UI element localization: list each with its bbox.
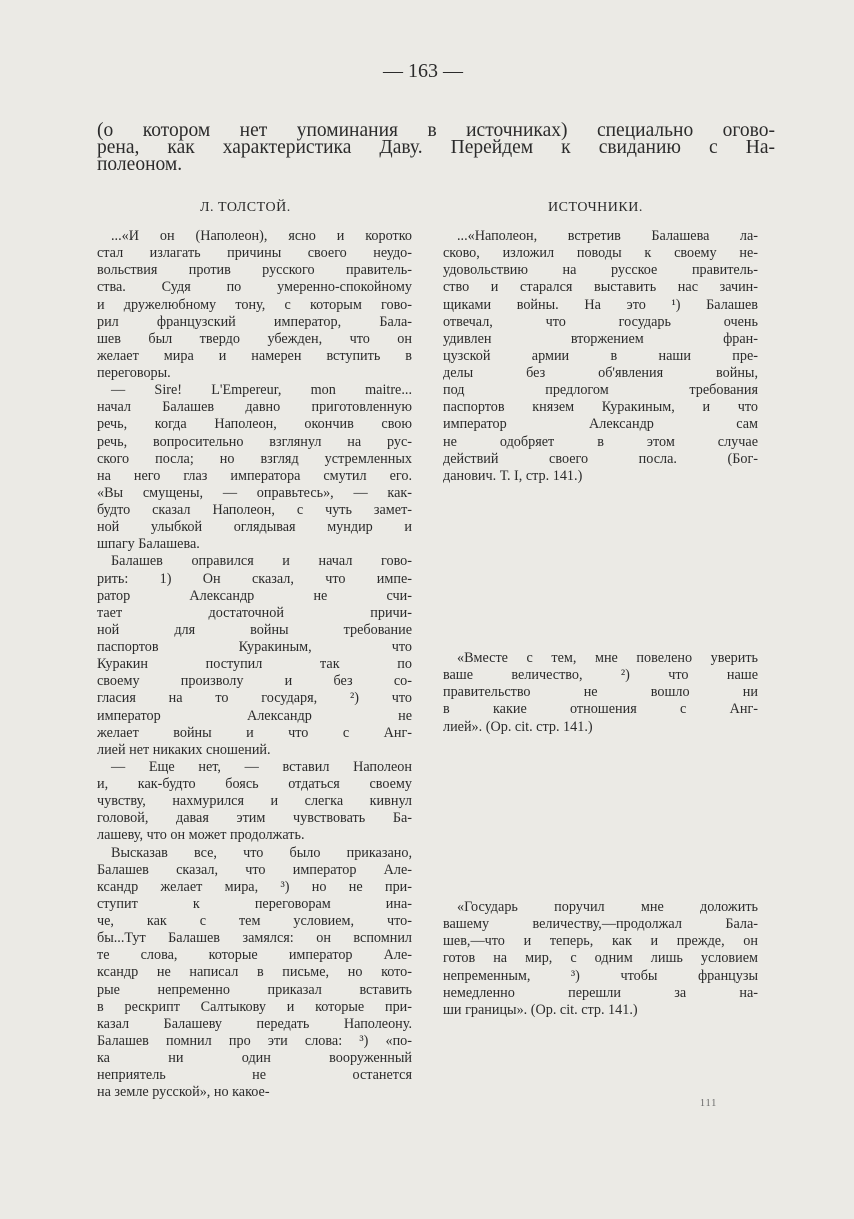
text-line: ...«Наполеон, встретив Балашева ла-	[457, 228, 758, 244]
text-line: тает достаточной причи-	[97, 604, 412, 621]
text-line: речь, вопросительно взглянул на рус-	[97, 433, 412, 450]
text-line: на него глаз императора смутил его.	[97, 467, 412, 484]
text-line: стал излагать причины своего неудо-	[97, 245, 412, 262]
text-line: ка ни один вооруженный	[97, 1050, 412, 1066]
text-line: вольствия против русского правитель-	[97, 262, 412, 279]
text-line: на земле русской», но какое-	[97, 1084, 270, 1101]
text-line: переговоры.	[97, 365, 171, 381]
text-line: речь, когда Наполеон, окончив свою	[97, 416, 412, 433]
text-line: в какие отношения с Анг-	[443, 701, 758, 718]
text-line: лашеву, что он может продолжать.	[97, 827, 305, 844]
text-line: и дружелюбному тону, с которым гово-	[97, 296, 412, 313]
text-line: щиками войны. На это ¹) Балашев	[443, 296, 758, 313]
text-line: император Александр сам	[443, 416, 758, 433]
text-line: удивлен вторжением фран-	[443, 330, 758, 347]
text-line: будто сказал Наполеон, с чуть замет-	[97, 502, 412, 518]
source-block-op-cit-2	[443, 899, 758, 1019]
text-line: ваше величество, ²) что наше	[443, 667, 758, 684]
text-line: ступит к переговорам ина-	[97, 895, 412, 912]
tolstoy-paragraph	[97, 228, 412, 382]
page-marks: 111	[700, 1098, 718, 1109]
text-line: ной для войны требование	[97, 621, 412, 638]
text-line: казал Балашеву передать Наполеону.	[97, 1015, 412, 1032]
text-line: паспортов князем Куракиным, и что	[443, 399, 758, 416]
text-line: ратор Александр не счи-	[97, 587, 412, 604]
text-line: паспортов Куракиным, что	[97, 639, 412, 655]
text-line: бы...Тут Балашев замялся: он вспомнил	[97, 930, 412, 947]
text-line: готов на мир, с одним лишь условием	[443, 950, 758, 967]
tolstoy-column	[97, 228, 412, 1101]
text-line: немедленно перешли за на-	[443, 984, 758, 1001]
text-line: рена, как характеристика Даву. Перейдем к свиданию с На-	[97, 137, 775, 159]
text-line: (о котором нет упоминания в источниках) специально огово-	[97, 120, 775, 141]
text-line: ского посла; но взгляд устремленных	[97, 450, 412, 467]
text-line: «Вместе с тем, мне повелено уверить	[457, 650, 758, 666]
text-line: ксандр не написал в письме, но кото-	[97, 964, 412, 981]
tolstoy-paragraph	[97, 382, 412, 553]
text-line: «Государь поручил мне доложить	[457, 899, 758, 915]
text-line: полеоном.	[97, 154, 183, 176]
text-line: не одобряет в этом случае	[443, 433, 758, 450]
page-number: — 163 —	[383, 60, 463, 82]
text-line: удовольствию на русское правитель-	[443, 262, 758, 279]
text-line: рил французский император, Бала-	[97, 313, 412, 330]
text-line: в рескрипт Салтыкову и которые при-	[97, 998, 412, 1015]
text-line: делы без об'явления войны,	[443, 365, 758, 381]
text-line: шпагу Балашева.	[97, 536, 200, 553]
text-line: головой, давая этим чувствовать Ба-	[97, 810, 412, 827]
text-line: сково, изложил поводы к своему не-	[443, 245, 758, 262]
text-line: че, как с тем условием, что-	[97, 913, 412, 929]
text-line: своему произволу и без со-	[97, 673, 412, 690]
text-line: рить: 1) Он сказал, что импе-	[97, 570, 412, 587]
text-line: ной улыбкой оглядывая мундир и	[97, 519, 412, 536]
left-column-heading: Л. ТОЛСТОЙ.	[200, 200, 291, 215]
text-line: — Sire! L'Empereur, mon maitre...	[111, 382, 412, 399]
tolstoy-paragraph	[97, 553, 412, 759]
intro-paragraph	[97, 118, 775, 176]
text-line: правительство не вошло ни	[443, 684, 758, 701]
text-line: ...«И он (Наполеон), ясно и коротко	[111, 228, 412, 244]
text-line: непременным, ³) чтобы французы	[443, 967, 758, 984]
text-line: лией». (Op. cit. стр. 141.)	[443, 718, 593, 735]
text-line: неприятель не останется	[97, 1067, 412, 1084]
text-line: отвечал, что государь очень	[443, 313, 758, 330]
source-block-op-cit-1	[443, 650, 758, 736]
text-line: шев был твердо убежден, что он	[97, 330, 412, 347]
text-line: под предлогом требования	[443, 382, 758, 399]
text-line: чувству, нахмурился и слегка кивнул	[97, 793, 412, 810]
text-line: — Еще нет, — вставил Наполеон	[111, 758, 412, 775]
text-line: шев,—что и теперь, как и прежде, он	[443, 933, 758, 950]
text-line: Балашев сказал, что император Але-	[97, 861, 412, 878]
text-line: Балашев оправился и начал гово-	[111, 553, 412, 570]
text-line: цузской армии в наши пре-	[443, 347, 758, 364]
right-column-heading: ИСТОЧНИКИ.	[548, 200, 643, 215]
text-line: лией нет никаких сношений.	[97, 741, 271, 758]
text-line: Высказав все, что было приказано,	[111, 844, 412, 861]
text-line: и, как-будто боясь отдаться своему	[97, 776, 412, 792]
text-line: ство и старался выставить нас зачин-	[443, 279, 758, 296]
text-line: Куракин поступил так по	[97, 656, 412, 673]
text-line: желает мира и намерен вступить в	[97, 347, 412, 364]
text-line: гласия на то государя, ²) что	[97, 690, 412, 707]
text-line: император Александр не	[97, 707, 412, 724]
text-line: данович. Т. I, стр. 141.)	[443, 467, 583, 484]
source-block-bogdanovich	[443, 228, 758, 485]
text-line: «Вы смущены, — оправьтесь», — как-	[97, 484, 412, 501]
text-line: желает войны и что с Анг-	[97, 724, 412, 741]
text-line: начал Балашев давно приготовленную	[97, 399, 412, 416]
text-line: действий своего посла. (Бог-	[443, 450, 758, 467]
text-line: те слова, которые император Але-	[97, 947, 412, 964]
text-line: ши границы». (Op. cit. стр. 141.)	[443, 1001, 638, 1018]
text-line: рые непременно приказал вставить	[97, 981, 412, 998]
tolstoy-paragraph	[97, 845, 412, 1102]
text-line: ксандр желает мира, ³) но не при-	[97, 878, 412, 895]
text-line: ства. Судя по умеренно-спокойному	[97, 279, 412, 296]
tolstoy-paragraph	[97, 759, 412, 845]
text-line: Балашев помнил про эти слова: ³) «по-	[97, 1032, 412, 1049]
text-line: вашему величеству,—продолжал Бала-	[443, 916, 758, 933]
